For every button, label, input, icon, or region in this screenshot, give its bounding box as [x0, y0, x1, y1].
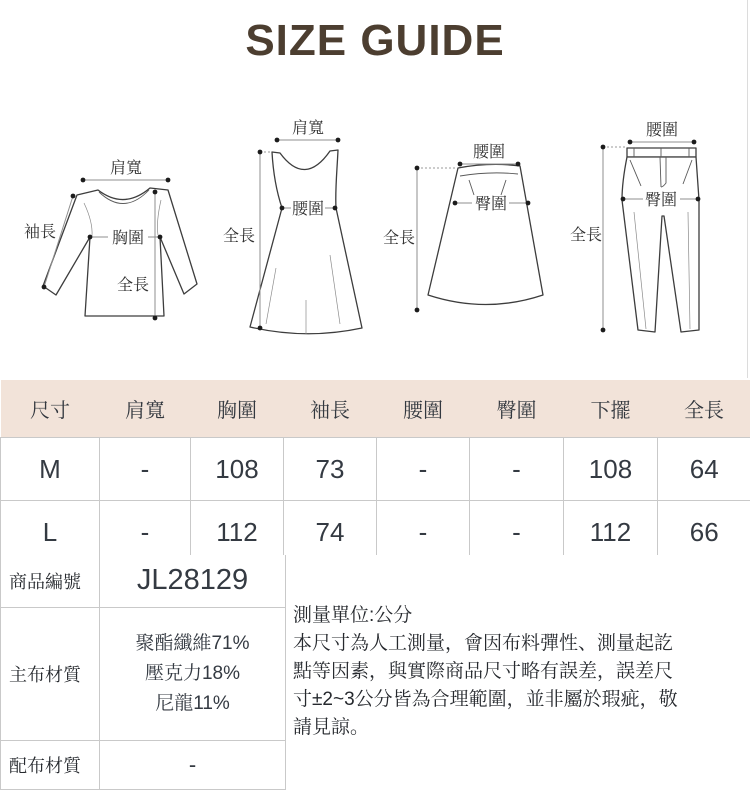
size-l: L	[1, 501, 100, 564]
skirt-hip-label: 臀圍	[474, 196, 508, 213]
pants-hip-label: 臀圍	[644, 192, 678, 209]
note-line-1: 測量單位:公分	[293, 605, 413, 626]
m-length: 64	[658, 438, 750, 501]
l-waist: -	[377, 501, 470, 564]
m-sleeve: 73	[284, 438, 377, 501]
size-m: M	[1, 438, 100, 501]
product-code-label: 商品編號	[1, 555, 100, 607]
top-chest-label: 胸圍	[111, 230, 145, 247]
m-hip: -	[470, 438, 564, 501]
pants-waist-label: 腰圍	[645, 122, 679, 139]
fabric-line-1: 聚酯纖維71%	[135, 632, 250, 654]
measurement-note	[286, 555, 750, 789]
note-line-5: 請見諒。	[293, 717, 370, 738]
l-hem: 112	[564, 501, 658, 564]
header-shoulder: 肩寬	[100, 380, 191, 438]
skirt-waist-label: 腰圍	[472, 144, 506, 161]
m-chest: 108	[191, 438, 284, 501]
product-code-value: JL28129	[100, 555, 286, 607]
trim-fabric-value: -	[100, 740, 286, 789]
header-size: 尺寸	[1, 380, 100, 438]
note-line-4: 寸±2~3公分皆為合理範圍，並非屬於瑕疵，敬	[293, 689, 678, 710]
top-diagram	[24, 159, 197, 320]
skirt-diagram	[383, 143, 543, 312]
size-table	[0, 380, 750, 564]
header-hip: 臀圍	[470, 380, 564, 438]
header-length: 全長	[658, 380, 750, 438]
garment-diagrams	[0, 0, 750, 380]
main-fabric-label: 主布材質	[1, 607, 100, 740]
page-right-edge-line	[747, 0, 748, 378]
header-chest: 胸圍	[191, 380, 284, 438]
main-fabric-value	[100, 607, 286, 740]
dress-length-label: 全長	[222, 228, 256, 245]
header-waist: 腰圍	[377, 380, 470, 438]
l-chest: 112	[191, 501, 284, 564]
fabric-line-3: 尼龍11%	[155, 692, 230, 714]
l-hip: -	[470, 501, 564, 564]
skirt-length-label: 全長	[382, 230, 416, 247]
size-table-header-row	[1, 380, 750, 438]
dress-shoulder-label: 肩寬	[291, 120, 325, 137]
dress-waist-label: 腰圍	[291, 201, 325, 218]
l-length: 66	[658, 501, 750, 564]
dress-diagram	[223, 119, 362, 334]
size-row-m	[1, 438, 750, 501]
pants-length-label: 全長	[569, 227, 603, 244]
top-sleeve-label: 袖長	[23, 224, 57, 241]
header-sleeve: 袖長	[284, 380, 377, 438]
top-length-label: 全長	[116, 277, 150, 294]
pants-diagram	[570, 121, 700, 332]
header-hem: 下擺	[564, 380, 658, 438]
product-code-row	[1, 555, 750, 607]
product-info-table	[0, 555, 750, 790]
note-line-2: 本尺寸為人工測量，會因布料彈性、測量起訖	[293, 633, 674, 654]
m-shoulder: -	[100, 438, 191, 501]
top-shoulder-label: 肩寬	[109, 160, 143, 177]
page-title: SIZE GUIDE	[245, 16, 505, 65]
m-waist: -	[377, 438, 470, 501]
fabric-line-2: 壓克力18%	[144, 662, 241, 684]
l-shoulder: -	[100, 501, 191, 564]
trim-fabric-label: 配布材質	[1, 740, 100, 789]
note-line-3: 點等因素，與實際商品尺寸略有誤差，誤差尺	[293, 661, 674, 682]
l-sleeve: 74	[284, 501, 377, 564]
m-hem: 108	[564, 438, 658, 501]
